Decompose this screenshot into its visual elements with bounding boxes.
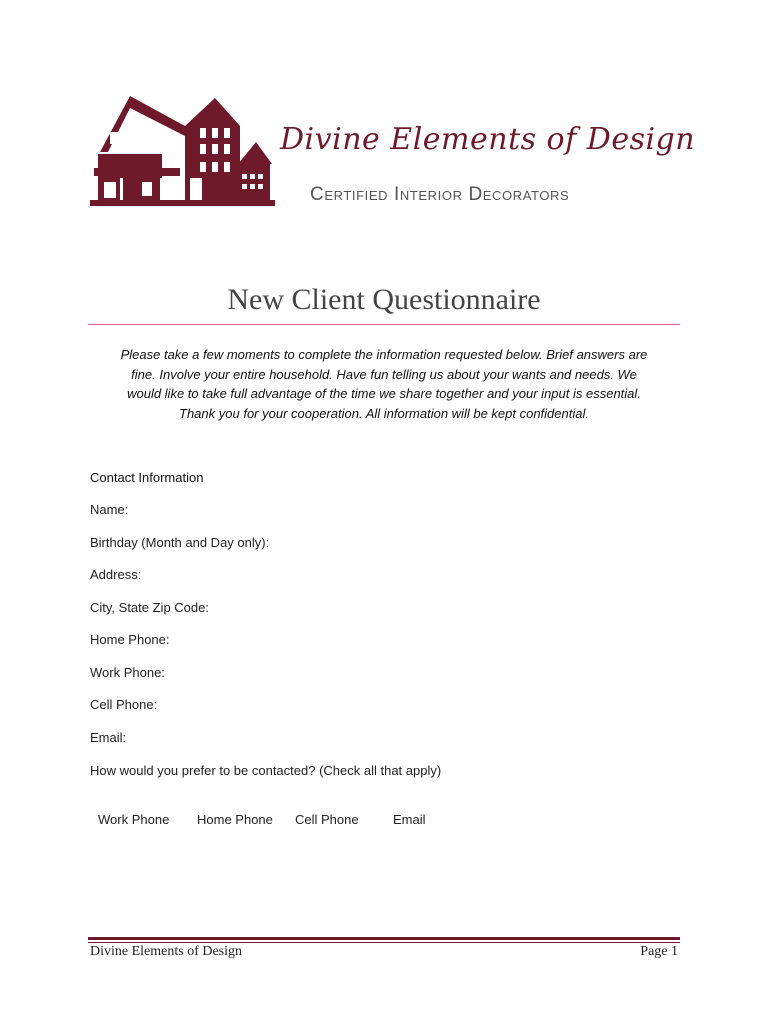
field-label-email: Email: xyxy=(90,730,127,745)
company-tagline: Certified Interior Decorators xyxy=(310,184,570,205)
company-name: Divine Elements of Design xyxy=(280,122,696,157)
house-logo-icon xyxy=(90,92,275,208)
intro-line: fine. Involve your entire household. Have fun telling us about your wants and needs. We xyxy=(131,366,637,382)
intro-line: Thank you for your cooperation. All information will be kept confidential. xyxy=(179,405,589,421)
footer-page-number: Page 1 xyxy=(640,944,678,959)
title-divider xyxy=(88,324,680,325)
footer-divider-thick xyxy=(88,937,680,940)
intro-line: Please take a few moments to complete the information requested below. Brief answers are xyxy=(120,347,648,362)
footer-divider-thin xyxy=(88,942,680,943)
intro-paragraph xyxy=(88,345,680,423)
contact-option-email[interactable]: Email xyxy=(393,812,426,827)
intro-line: would like to take full advantage of the time we share together and your input is essential. xyxy=(127,386,641,401)
field-label-work-phone: Work Phone: xyxy=(90,665,165,680)
field-label-name: Name: xyxy=(90,502,129,517)
field-label-cell-phone: Cell Phone: xyxy=(90,697,158,712)
contact-option-work-phone[interactable]: Work Phone xyxy=(98,812,170,827)
contact-option-home-phone[interactable]: Home Phone xyxy=(197,812,273,827)
field-label-contact-preference: How would you prefer to be contacted? (Check all that apply) xyxy=(90,763,442,778)
footer-company-name: Divine Elements of Design xyxy=(90,944,243,959)
section-heading-contact: Contact Information xyxy=(90,470,204,485)
field-label-birthday: Birthday (Month and Day only): xyxy=(90,535,270,550)
company-logo xyxy=(90,92,696,208)
field-label-city-state-zip: City, State Zip Code: xyxy=(90,600,209,615)
contact-option-cell-phone[interactable]: Cell Phone xyxy=(295,812,359,827)
field-label-address: Address: xyxy=(90,567,142,582)
field-label-home-phone: Home Phone: xyxy=(90,632,170,647)
page-title: New Client Questionnaire xyxy=(227,283,541,316)
